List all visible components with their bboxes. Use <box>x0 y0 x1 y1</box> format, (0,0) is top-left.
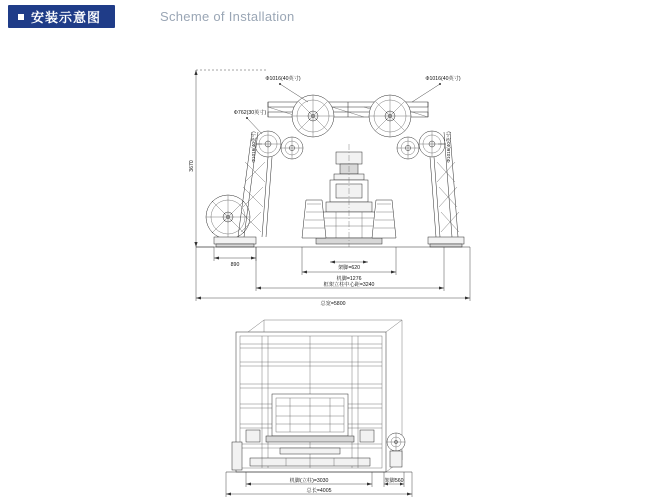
dimension-plan-rack-foot <box>384 472 404 487</box>
section-title-en: Scheme of Installation <box>160 9 295 24</box>
label-machine-foot-column: 机脚(立柱)=3030 <box>289 478 329 484</box>
machine-body <box>316 144 382 247</box>
plan-view <box>226 320 412 497</box>
reel-upper-right <box>369 95 411 137</box>
section-title-tab <box>8 5 115 28</box>
dimension-left-small-roll <box>234 108 267 134</box>
label-top-right-roll: Φ1016(40英寸) <box>425 76 461 82</box>
plan-machine-block <box>266 394 354 442</box>
label-overall-width: 总宽=5800 <box>320 301 346 307</box>
dimension-machine-foot-column <box>246 472 372 487</box>
dimension-top-left-roll <box>265 74 308 102</box>
label-left-small-roll: Φ762(30英寸) <box>233 110 267 116</box>
label-overall-height: 3670 <box>189 160 195 172</box>
reel-mid-left-small-2 <box>281 137 303 159</box>
label-top-left-roll: Φ1016(40英寸) <box>265 76 301 82</box>
label-overall-length: 总长=4005 <box>306 488 332 494</box>
label-right-vertical-roll: Φ1016(40英寸) <box>446 131 451 163</box>
dimension-top-right-roll <box>412 74 461 102</box>
dimension-rack-foot <box>330 261 368 272</box>
label-base-width: 890 <box>230 262 240 268</box>
machine-plinth-left <box>302 200 326 238</box>
label-rack-foot: 架脚=620 <box>337 265 361 271</box>
reel-upper-left <box>292 95 334 137</box>
front-elevation-view <box>189 70 470 307</box>
label-frame-column-center: 框架立柱中心距=3240 <box>323 282 375 288</box>
dimension-base-width <box>214 247 256 268</box>
section-title-cn: 安装示意图 <box>31 10 102 25</box>
square-bullet-icon <box>18 14 24 20</box>
label-left-vertical-roll: Φ1016(40英寸) <box>251 131 256 163</box>
dimension-overall-width <box>196 247 470 307</box>
page-header <box>0 0 647 32</box>
machine-plinth-right <box>372 200 396 238</box>
installation-drawing <box>0 32 647 498</box>
label-machine-foot: 机脚=1276 <box>336 276 362 282</box>
reel-lower-left <box>206 195 250 239</box>
plan-side-drum <box>387 433 405 467</box>
reel-mid-right-small <box>397 137 419 159</box>
label-plan-rack-foot: 架脚560 <box>384 478 404 484</box>
